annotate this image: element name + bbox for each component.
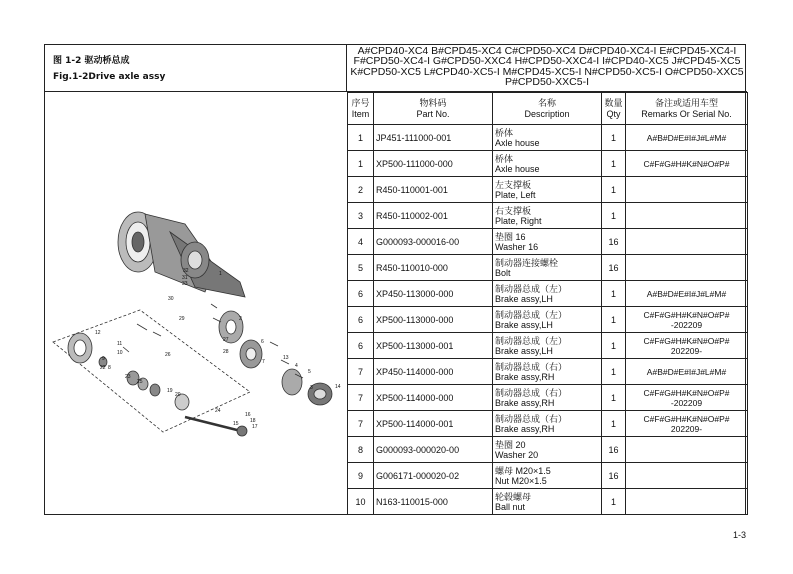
cell-description	[493, 229, 602, 255]
desc-cn: 制动器总成（右）	[495, 413, 568, 424]
callout: 17	[252, 424, 258, 430]
table-row	[348, 333, 748, 359]
callout: 23	[125, 374, 131, 380]
desc-en: Nut M20×1.5	[495, 475, 547, 486]
desc-cn: 制动器总成（左）	[495, 335, 568, 346]
desc-en: Bolt	[495, 267, 511, 278]
remark-date: 202209-	[670, 423, 703, 434]
callout: 11	[117, 341, 123, 347]
model-list	[347, 45, 747, 92]
cell-description	[493, 281, 602, 307]
cell-part-no: R450-110001-001	[374, 177, 493, 203]
table-row	[348, 359, 748, 385]
cell-remark	[626, 177, 748, 203]
cell-description	[493, 177, 602, 203]
cell-description	[493, 307, 602, 333]
table-row	[348, 177, 748, 203]
cell-description	[493, 125, 602, 151]
table-row	[348, 281, 748, 307]
desc-cn: 桥体	[495, 127, 514, 138]
desc-cn: 左支撑板	[495, 179, 532, 190]
cell-item: 3	[348, 203, 374, 229]
callout: 13	[283, 355, 289, 361]
col-part: 物料码 Part No.	[374, 93, 493, 125]
desc-en: Brake assy,LH	[495, 319, 553, 330]
figure-title-cn: 图 1-2 驱动桥总成	[53, 56, 130, 66]
cell-item: 1	[348, 151, 374, 177]
callout: 1	[219, 271, 222, 277]
callout: 20	[175, 392, 181, 398]
cell-qty: 1	[602, 307, 626, 333]
cell-part-no: XP450-113000-000	[374, 281, 493, 307]
table-row	[348, 385, 748, 411]
cell-part-no: XP450-114000-000	[374, 359, 493, 385]
cell-remark	[626, 255, 748, 281]
table-row	[348, 255, 748, 281]
cell-remark	[626, 359, 748, 385]
callout: 16	[245, 412, 251, 418]
callout: 30	[168, 296, 174, 302]
figure-title-en: Fig.1-2Drive axle assy	[53, 72, 166, 82]
desc-cn: 螺母 M20×1.5	[495, 465, 551, 476]
cell-item: 8	[348, 437, 374, 463]
desc-cn: 垫圈 16	[495, 231, 526, 242]
callout: 3	[310, 385, 313, 391]
callout: 9	[102, 356, 105, 362]
callout: 19	[167, 388, 173, 394]
cell-description	[493, 385, 602, 411]
remark-date: -202209	[670, 319, 703, 330]
desc-cn: 制动器总成（右）	[495, 361, 568, 372]
desc-en: Washer 16	[495, 241, 539, 252]
model-line: F#CPD50-XC4-I G#CPD50-XXC4 H#CPD50-XXC4-I I#CPD40-XC5 J#CPD45-XC5	[353, 55, 741, 68]
cell-part-no: N163-110015-000	[374, 489, 493, 515]
callout: 8	[108, 365, 111, 371]
desc-en: Plate, Left	[495, 189, 536, 200]
cell-part-no: R450-110002-001	[374, 203, 493, 229]
callout: 7	[262, 359, 265, 365]
cell-item: 6	[348, 281, 374, 307]
cell-item: 4	[348, 229, 374, 255]
page-frame	[44, 44, 746, 515]
col-desc: 名称 Description	[493, 93, 602, 125]
desc-cn: 垫圈 20	[495, 439, 526, 450]
cell-item: 2	[348, 177, 374, 203]
cell-qty: 16	[602, 437, 626, 463]
callout: 12	[95, 330, 101, 336]
cell-remark	[626, 333, 748, 359]
desc-cn: 桥体	[495, 153, 514, 164]
cell-description	[493, 437, 602, 463]
table-header	[348, 93, 748, 125]
cell-part-no: JP451-111000-001	[374, 125, 493, 151]
cell-qty: 1	[602, 385, 626, 411]
callout: 31	[182, 275, 188, 281]
cell-item: 9	[348, 463, 374, 489]
table-row	[348, 489, 748, 515]
callout: 18	[250, 418, 256, 424]
callout: 14	[335, 384, 341, 390]
cell-qty: 1	[602, 151, 626, 177]
callout: 26	[165, 352, 171, 358]
cell-qty: 1	[602, 411, 626, 437]
col-qty: 数量 Qty	[602, 93, 626, 125]
table-row	[348, 203, 748, 229]
desc-en: Axle house	[495, 137, 540, 148]
cell-remark	[626, 437, 748, 463]
remark-models: C#F#G#H#K#N#O#P#	[643, 387, 730, 398]
col-remark: 备注或适用车型 Remarks Or Serial No.	[626, 93, 748, 125]
callout: 28	[223, 349, 229, 355]
cell-part-no: XP500-113000-001	[374, 333, 493, 359]
cell-item: 7	[348, 411, 374, 437]
desc-en: Axle house	[495, 163, 540, 174]
figure-title-block	[45, 45, 347, 92]
callout: 2	[239, 316, 242, 322]
cell-qty: 1	[602, 359, 626, 385]
cell-description	[493, 255, 602, 281]
callout: 6	[261, 339, 264, 345]
remark-models: A#B#D#E#I#J#L#M#	[646, 366, 727, 377]
table-row	[348, 411, 748, 437]
remark-models: C#F#G#H#K#N#O#P#	[643, 309, 730, 320]
table-row	[348, 125, 748, 151]
parts-table	[347, 92, 748, 515]
remark-date: 202209-	[670, 345, 703, 356]
callout: 32	[183, 268, 189, 274]
drive-axle-drawing	[45, 92, 347, 516]
desc-en: Brake assy,RH	[495, 371, 555, 382]
remark-models: A#B#D#E#I#J#L#M#	[646, 132, 727, 143]
cell-remark	[626, 125, 748, 151]
cell-qty: 16	[602, 255, 626, 281]
desc-cn: 制动器总成（左）	[495, 283, 568, 294]
cell-item: 6	[348, 333, 374, 359]
desc-cn: 轮毂螺母	[495, 491, 532, 502]
cell-remark	[626, 151, 748, 177]
model-line: A#CPD40-XC4 B#CPD45-XC4 C#CPD50-XC4 D#CPD40-XC4-I E#CPD45-XC4-I	[357, 45, 737, 57]
cell-remark	[626, 463, 748, 489]
cell-remark	[626, 385, 748, 411]
cell-part-no: G000093-000020-00	[374, 437, 493, 463]
cell-description	[493, 411, 602, 437]
desc-en: Brake assy,LH	[495, 345, 553, 356]
cell-remark	[626, 281, 748, 307]
callout: 15	[233, 421, 239, 427]
table-row	[348, 463, 748, 489]
cell-description	[493, 463, 602, 489]
desc-cn: 制动器总成（左）	[495, 309, 568, 320]
remark-models: C#F#G#H#K#N#O#P#	[643, 335, 730, 346]
cell-item: 5	[348, 255, 374, 281]
remark-models: A#B#D#E#I#J#L#M#	[646, 288, 727, 299]
cell-qty: 1	[602, 333, 626, 359]
cell-qty: 16	[602, 229, 626, 255]
model-line: P#CPD50-XXC5-I	[504, 75, 590, 88]
desc-cn: 右支撑板	[495, 205, 532, 216]
remark-date: -202209	[670, 397, 703, 408]
cell-part-no: XP500-114000-000	[374, 385, 493, 411]
callout: 29	[179, 316, 185, 322]
cell-part-no: G000093-000016-00	[374, 229, 493, 255]
cell-item: 6	[348, 307, 374, 333]
callout: 24	[215, 408, 221, 414]
desc-en: Plate, Right	[495, 215, 542, 226]
desc-en: Brake assy,RH	[495, 423, 555, 434]
cell-qty: 16	[602, 463, 626, 489]
col-item: 序号 Item	[348, 93, 374, 125]
cell-qty: 1	[602, 125, 626, 151]
desc-en: Ball nut	[495, 501, 526, 512]
callout: 10	[117, 350, 123, 356]
cell-item: 7	[348, 359, 374, 385]
cell-part-no: XP500-111000-000	[374, 151, 493, 177]
callout: 25	[137, 379, 143, 385]
table-row	[348, 151, 748, 177]
cell-part-no: R450-110010-000	[374, 255, 493, 281]
remark-models: C#F#G#H#K#N#O#P#	[643, 413, 730, 424]
model-line: K#CPD50-XC5 L#CPD40-XC5-I M#CPD45-XC5-I N#CPD50-XC5-I O#CPD50-XXC5	[350, 65, 744, 78]
cell-remark	[626, 411, 748, 437]
cell-remark	[626, 203, 748, 229]
table-row	[348, 437, 748, 463]
cell-description	[493, 151, 602, 177]
cell-qty: 1	[602, 489, 626, 515]
cell-qty: 1	[602, 177, 626, 203]
cell-item: 1	[348, 125, 374, 151]
table-row	[348, 229, 748, 255]
remark-models: C#F#G#H#K#N#O#P#	[643, 158, 730, 169]
cell-description	[493, 333, 602, 359]
callout: 22	[100, 365, 106, 371]
cell-description	[493, 359, 602, 385]
table-row	[348, 307, 748, 333]
cell-part-no: XP500-114000-001	[374, 411, 493, 437]
desc-cn: 制动器连接螺栓	[495, 257, 559, 268]
cell-part-no: G006171-000020-02	[374, 463, 493, 489]
cell-qty: 1	[602, 281, 626, 307]
desc-en: Brake assy,RH	[495, 397, 555, 408]
callout: 33	[182, 281, 188, 287]
desc-cn: 制动器总成（右）	[495, 387, 568, 398]
desc-en: Brake assy,LH	[495, 293, 553, 304]
cell-remark	[626, 229, 748, 255]
cell-description	[493, 203, 602, 229]
cell-item: 10	[348, 489, 374, 515]
exploded-diagram	[45, 92, 347, 516]
callout-labels	[95, 268, 341, 430]
callout: 4	[295, 363, 298, 369]
desc-en: Washer 20	[495, 449, 539, 460]
callout: 27	[223, 337, 229, 343]
page-number: 1-3	[733, 530, 747, 540]
cell-item: 7	[348, 385, 374, 411]
callout: 5	[308, 369, 311, 375]
cell-qty: 1	[602, 203, 626, 229]
cell-remark	[626, 489, 748, 515]
cell-remark	[626, 307, 748, 333]
cell-part-no: XP500-113000-000	[374, 307, 493, 333]
cell-description	[493, 489, 602, 515]
